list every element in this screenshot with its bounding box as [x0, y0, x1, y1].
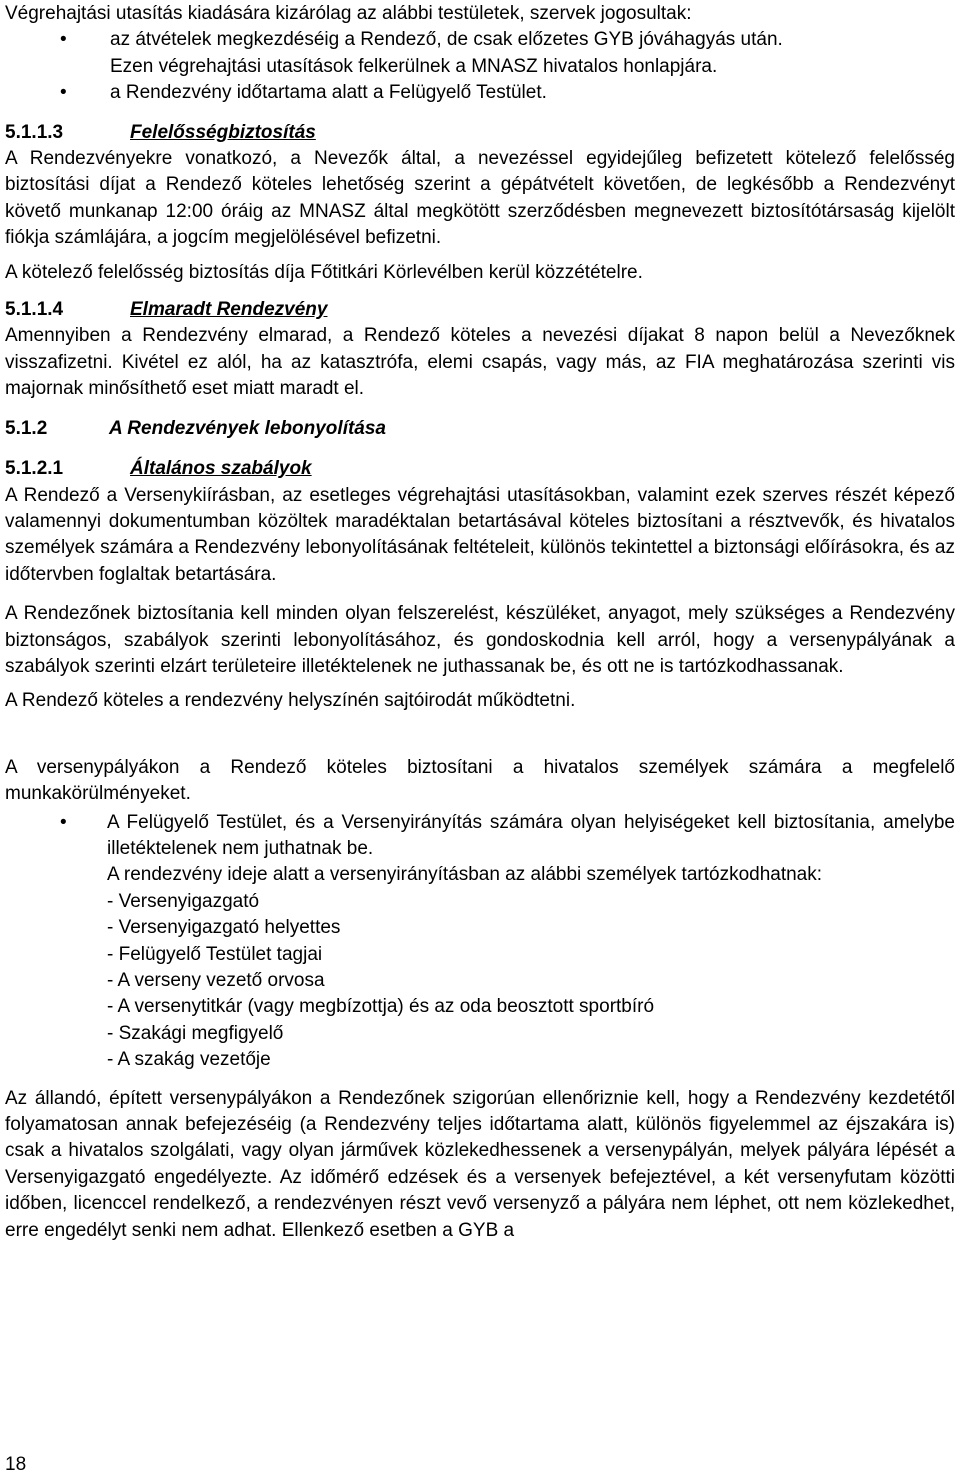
bullet-dot-icon: • — [60, 811, 67, 833]
list-item: - Felügyelő Testület tagjai — [107, 943, 323, 965]
list-item: - A versenytitkár (vagy megbízottja) és az oda beosztott sportbíró — [107, 996, 655, 1018]
section-title: Elmaradt Rendezvény — [130, 299, 328, 321]
section-number: 5.1.2.1 — [5, 458, 64, 480]
section-5114-heading — [5, 297, 955, 323]
section-512-heading — [5, 416, 955, 442]
section-5113-p1: A Rendezvényekre vonatkozó, a Nevezők által, a nevezéssel egyidejűleg befizetett kötelező felelősség biztosítási díjat a Rendező köteles lehetőség szerint a gépátvételt követően, de legkésőbb a Rendezvényt követő munkanap 12:00 óráig az MNASZ által megkötött szerződésben megnevezett biztosítótársaság kijelölt fiókja számlájára, a jogcím megjelölésével befizetni. — [5, 148, 955, 249]
section-5121-bullet-text: A Felügyelő Testület, és a Versenyirányítás számára olyan helyiségeket kell biztosítania, amelybe illetéktelenek nem juthatnak be. — [107, 811, 955, 859]
personnel-list — [5, 889, 955, 1074]
list-item: - A szakág vezetője — [107, 1049, 271, 1071]
section-title: Felelősségbiztosítás — [130, 121, 316, 143]
bullet-dot-icon: • — [60, 29, 67, 51]
intro-bullet-1 — [5, 27, 955, 80]
intro-bullet-1-line2: Ezen végrehajtási utasítások felkerülnek a MNASZ hivatalos honlapjára. — [110, 55, 718, 77]
section-5121-p1: A Rendező a Versenykiírásban, az esetleges végrehajtási utasításokban, valamint ezek szerves részét képező valamennyi dokumentumban közöltek maradéktalan betartásával köteles biztosítani a résztvevők, és hivatalos személyek számára a Rendezvény lebonyolításának feltételeit, különös tekintettel a biztonsági előírásokra, és az időtervben foglaltak betartására. — [5, 484, 955, 585]
page-number: 18 — [5, 1454, 27, 1475]
list-item: - Versenyigazgató — [107, 890, 260, 912]
section-5121-heading — [5, 456, 955, 482]
intro-bullet-2-line1: a Rendezvény időtartama alatt a Felügyelő Testület. — [110, 82, 547, 104]
section-number: 5.1.2 — [5, 417, 48, 439]
section-title: A Rendezvények lebonyolítása — [109, 417, 387, 439]
list-item: - A verseny vezető orvosa — [107, 970, 325, 991]
intro-bullet-1-line1: az átvételek megkezdéséig a Rendező, de csak előzetes GYB jóváhagyás után. — [110, 29, 783, 51]
list-item: - Szakági megfigyelő — [107, 1022, 284, 1044]
list-item: - Versenyigazgató helyettes — [107, 917, 341, 939]
section-number: 5.1.1.3 — [5, 121, 64, 143]
section-5121-sub: A rendezvény ideje alatt a versenyirányításban az alábbi személyek tartózkodhatnak: — [107, 864, 823, 886]
intro-bullet-2 — [5, 80, 955, 106]
section-5114-p1: Amennyiben a Rendezvény elmarad, a Rendező köteles a nevezési díjakat 8 napon belül a Nevezőknek visszafizetni. Kivétel ez alól, ha az katasztrófa, elemi csapás, vagy más, az FIA meghatározása szerinti vis majornak minősíthető eset miatt maradt el. — [5, 325, 955, 400]
intro-paragraph: Végrehajtási utasítás kiadására kizárólag az alábbi testületek, szervek jogosultak: — [5, 3, 692, 24]
section-5121-p2: A Rendezőnek biztosítania kell minden olyan felszerelést, készüléket, anyagot, mely szükséges a Rendezvény biztonságos, szabályok szerinti lebonyolításához, és gondoskodnia kell arról, hogy a versenypályának a szabályok szerinti elzárt területeire illetéktelenek ne juthassanak be, és ott ne is tartózkodhassanak. — [5, 603, 955, 677]
bullet-dot-icon: • — [60, 82, 67, 104]
section-5113-p2: A kötelező felelősség biztosítás díja Főtitkári Körlevélben kerül közzétételre. — [5, 261, 643, 283]
section-number: 5.1.1.4 — [5, 299, 64, 321]
section-5121-bullet — [5, 810, 955, 863]
document-page — [5, 0, 955, 1244]
section-5121-p3: A Rendező köteles a rendezvény helyszínén sajtóirodát működtetni. — [5, 690, 576, 712]
section-5113-heading — [5, 120, 955, 146]
section-title: Általános szabályok — [130, 458, 312, 480]
section-5121-p5: Az állandó, épített versenypályákon a Rendezőnek szigorúan ellenőriznie kell, hogy a Rendezvény kezdetétől folyamatosan annak befejezéséig (a Rendezvény teljes időtartama alatt, különös figyelemmel az éjszakára is) csak a hivatalos szolgálati, vagy olyan járművek közlekedhessenek a versenypályán, melyek pályára lépését a Versenyigazgató engedélyezte. Az időmérő edzések és a versenyek befejeztével, a két versenyfutam közötti időben, licenccel rendelkező, a rendezvényen részt vevő versenyző a pályára nem léphet, ott nem közlekedhet, erre engedélyt senki nem adhat. Ellenkező esetben a GYB a — [5, 1087, 955, 1241]
section-5121-p4: A versenypályákon a Rendező köteles biztosítani a hivatalos személyek számára a megfelelő munkakörülményeket. — [5, 756, 955, 805]
